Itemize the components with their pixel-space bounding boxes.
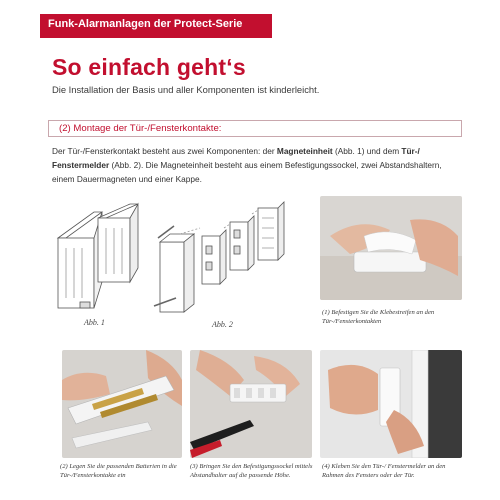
photo-image-4 bbox=[320, 350, 462, 458]
sensor-drawing-2 bbox=[150, 198, 300, 323]
sensor-drawing-1 bbox=[50, 198, 142, 318]
intro-bold-1: Magneteinheit bbox=[276, 146, 333, 156]
illustration-door-window-sensor bbox=[50, 198, 142, 327]
intro-paragraph bbox=[52, 144, 460, 187]
section-title: (2) Montage der Tür-/Fensterkontakte: bbox=[59, 123, 222, 134]
photo-image-2 bbox=[62, 350, 182, 458]
photo-image-3 bbox=[190, 350, 312, 458]
figure-label-abb2: Abb. 2 bbox=[212, 320, 233, 329]
photo-step-3-mounting-base bbox=[190, 350, 312, 458]
intro-text-2: (Abb. 1) und dem bbox=[332, 146, 402, 156]
header-title: Funk-Alarmanlagen der Protect-Serie bbox=[48, 18, 243, 30]
intro-text-3: (Abb. 2). Die Magneteinheit besteht aus einem Befestigungssockel, zwei Abstandshaltern, einem Dauermagneten und einer Kappe. bbox=[52, 160, 442, 185]
section-header-box bbox=[48, 120, 462, 137]
caption-step-4: (4) Kleben Sie den Tür-/ Fenstermelder an den Rahmen des Fensters oder der Tür. bbox=[322, 463, 446, 479]
photo-step-1-adhesive-strip bbox=[320, 196, 462, 300]
intro-bold-2: Tür-/ Fenstermelder bbox=[52, 146, 420, 171]
photo-step-2-batteries bbox=[62, 350, 182, 458]
photo-image-1 bbox=[320, 196, 462, 300]
intro-text-1: Der Tür-/Fensterkontakt besteht aus zwei Komponenten: der bbox=[52, 146, 277, 156]
caption-step-3: (3) Bringen Sie den Befestigungssockel mittels Abstandhalter auf die passende Höhe. bbox=[190, 463, 313, 479]
photo-step-4-attach-sensor bbox=[320, 350, 462, 458]
page-subtitle: Die Installation der Basis und aller Komponenten ist kinderleicht. bbox=[52, 84, 320, 95]
figure-label-abb1: Abb. 1 bbox=[84, 318, 105, 327]
caption-step-1: (1) Befestigen Sie die Klebestreifen an den Tür-/Fensterkontakten bbox=[322, 309, 435, 325]
page-title: So einfach geht‘s bbox=[52, 54, 246, 80]
caption-step-2: (2) Legen Sie die passenden Batterien in die Tür-/Fensterkontakte ein bbox=[60, 463, 177, 479]
header-bar bbox=[40, 14, 272, 38]
illustration-magnet-unit-exploded bbox=[150, 198, 300, 329]
